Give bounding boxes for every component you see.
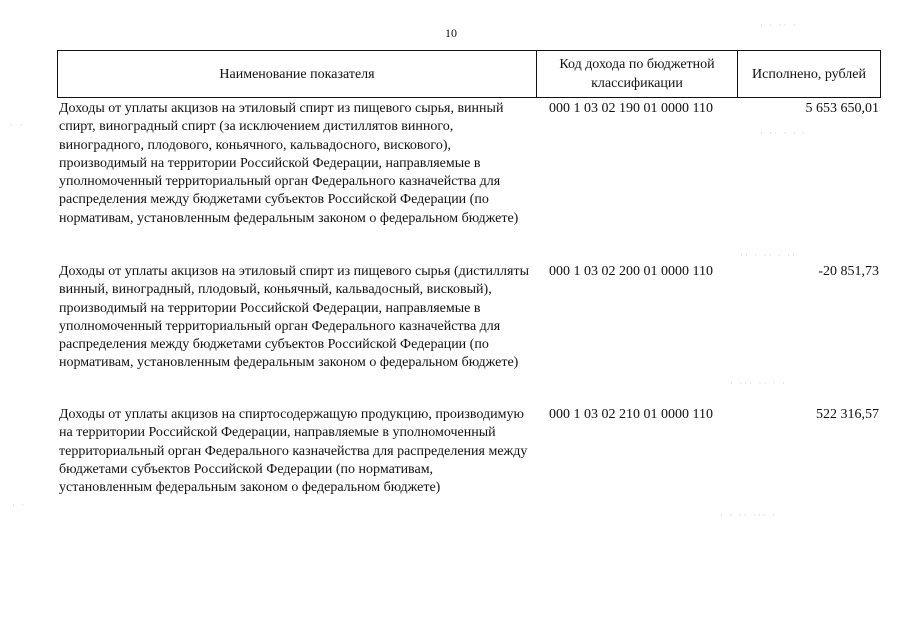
row-name: Доходы от уплаты акцизов на спиртосодержащую продукцию, производимую на территории Российской Федерации, направляемые в уполномоченный территориальный орган Федерального казначейства для распределения между бюджетами субъектов Российской Федерации (по нормативам, установленным федеральным законом о федеральном бюджете) bbox=[59, 407, 528, 496]
scan-noise: · · ·· ··· · bbox=[720, 510, 777, 520]
scan-noise: · ·· · · · bbox=[760, 128, 807, 138]
scan-noise: · · bbox=[12, 500, 27, 510]
scan-noise: · · ·· · bbox=[760, 20, 798, 30]
row-code: 000 1 03 02 190 01 0000 110 bbox=[549, 101, 713, 116]
row-amount: -20 851,73 bbox=[818, 264, 879, 279]
header-code-column: Код дохода по бюджетной классификации bbox=[537, 51, 738, 97]
scan-noise: · · bbox=[10, 120, 25, 130]
header-name-column: Наименование показателя bbox=[58, 51, 537, 97]
row-code: 000 1 03 02 200 01 0000 110 bbox=[549, 264, 713, 279]
scan-noise: · ··· ·· · · bbox=[730, 378, 787, 388]
row-amount: 522 316,57 bbox=[816, 407, 879, 422]
row-name: Доходы от уплаты акцизов на этиловый спирт из пищевого сырья, винный спирт, виноградный спирт (за исключением дистиллятов винного, виноградного, плодового, коньячного, кальвадосного, вискового), производимый на территории Российской Федерации, направляемые в уполномоченный территориальный орган Федерального казначейства для распределения между бюджетами субъектов Российской Федерации (по нормативам, установленным федеральным законом о федеральном бюджете) bbox=[59, 101, 519, 226]
header-amount-column: Исполнено, рублей bbox=[752, 66, 866, 82]
scan-noise: ·· · ·· · ·· bbox=[740, 250, 797, 260]
page-number: 10 bbox=[445, 26, 457, 40]
row-amount: 5 653 650,01 bbox=[805, 101, 879, 116]
row-code: 000 1 03 02 210 01 0000 110 bbox=[549, 407, 713, 422]
row-name: Доходы от уплаты акцизов на этиловый спирт из пищевого сырья (дистилляты винный, виноградный, плодовый, коньячный, кальвадосный, висковый), производимый на территории Российской Федерации, направляемые в уполномоченный территориальный орган Федерального казначейства для распределения между бюджетами субъектов Российской Федерации (по нормативам, установленным федеральным законом о федеральном бюджете) bbox=[59, 264, 529, 371]
table-header bbox=[57, 50, 881, 98]
